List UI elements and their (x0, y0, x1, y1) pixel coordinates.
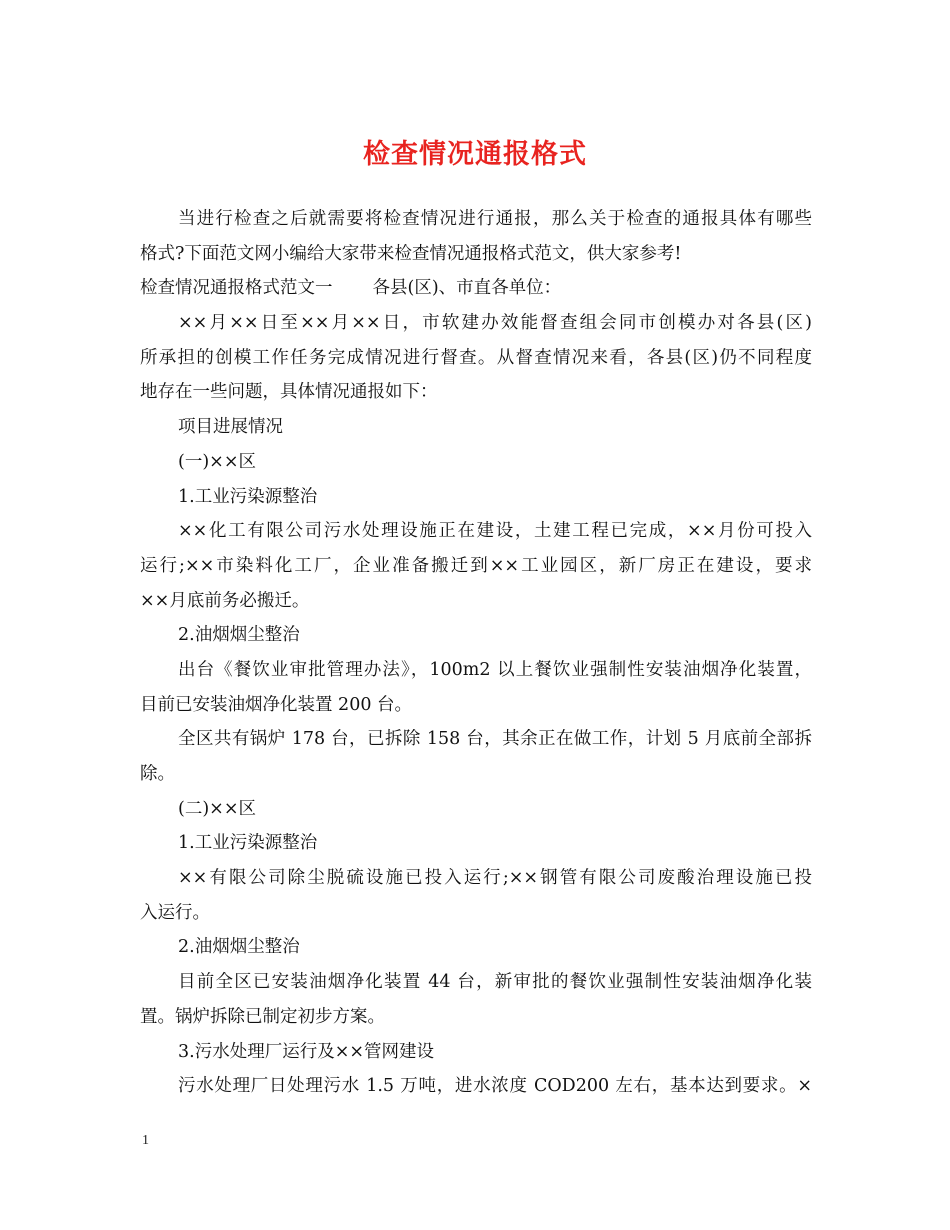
sample-heading: 检查情况通报格式范文一 (140, 278, 333, 299)
paragraph-line: 当进行检查之后就需要将检查情况进行通报，那么关于检查的通报具体有哪些 (178, 209, 812, 229)
document-body (140, 202, 812, 1104)
page-number: 1 (142, 1133, 149, 1148)
paragraph-line: 目前全区已安装油烟净化装置 44 台，新审批的餐饮业强制性安装油烟净化装 (178, 972, 812, 993)
paragraph-line: 置。锅炉拆除已制定初步方案。 (140, 1006, 385, 1027)
paragraph-line: 所承担的创模工作任务完成情况进行督查。从督查情况来看，各县(区)仍不同程度 (140, 347, 812, 368)
paragraph-line: ××月底前务必搬迁。 (140, 590, 310, 611)
subsection-heading: 1.工业污染源整治 (178, 486, 318, 507)
paragraph-line: 地存在一些问题，具体情况通报如下： (140, 382, 438, 403)
paragraph-line: ××月××日至××月××日，市软建办效能督查组会同市创模办对各县(区) (178, 313, 812, 334)
section-heading: (一)××区 (178, 451, 256, 472)
paragraph-line: 出台《餐饮业审批管理办法》，100m2 以上餐饮业强制性安装油烟净化装置， (178, 659, 812, 680)
paragraph-line: ××化工有限公司污水处理设施正在建设，土建工程已完成，××月份可投入 (178, 521, 812, 542)
addressee: 各县(区)、市直各单位： (372, 278, 562, 299)
subsection-heading: 1.工业污染源整治 (178, 833, 318, 854)
document-title: 检查情况通报格式 (363, 139, 587, 170)
paragraph-line: 污水处理厂日处理污水 1.5 万吨，进水浓度 COD200 左右，基本达到要求。× (178, 1076, 812, 1097)
paragraph-line: 运行;××市染料化工厂，企业准备搬迁到××工业园区，新厂房正在建设，要求 (140, 555, 812, 576)
paragraph-line: ××有限公司除尘脱硫设施已投入运行;××钢管有限公司废酸治理设施已投 (178, 868, 812, 889)
paragraph-line: 除。 (140, 764, 175, 784)
paragraph-line (140, 271, 812, 306)
paragraph-line: 格式?下面范文网小编给大家带来检查情况通报格式范文，供大家参考! (140, 243, 682, 264)
section-heading: (二)××区 (178, 798, 256, 819)
subsection-heading: 2.油烟烟尘整治 (178, 937, 300, 958)
subsection-heading: 2.油烟烟尘整治 (178, 625, 300, 646)
paragraph-line: 全区共有锅炉 178 台，已拆除 158 台，其余正在做工作，计划 5 月底前全部拆 (178, 729, 812, 750)
paragraph-line: 入运行。 (140, 902, 210, 923)
subsection-heading: 3.污水处理厂运行及××管网建设 (178, 1041, 435, 1062)
section-heading: 项目进展情况 (178, 417, 283, 438)
paragraph-line: 目前已安装油烟净化装置 200 台。 (140, 694, 413, 715)
